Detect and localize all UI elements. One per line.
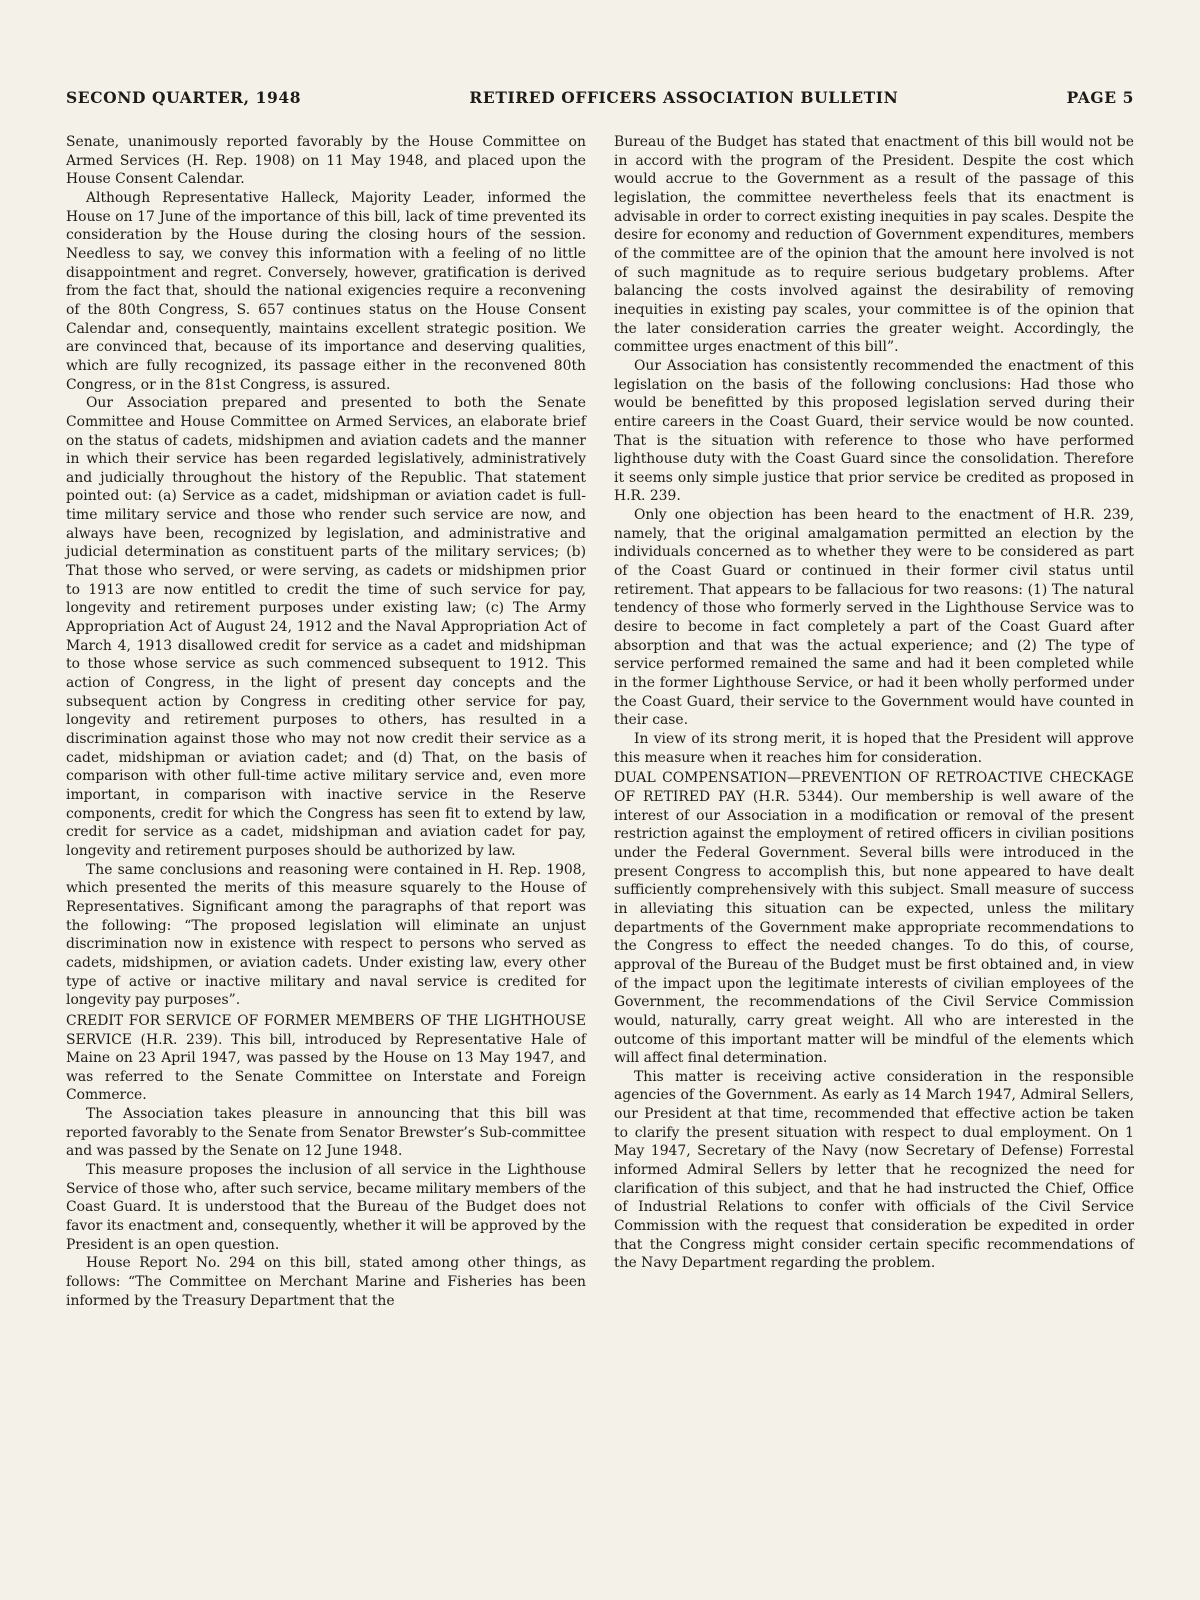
- paragraph: In view of its strong merit, it is hoped that the President will approve this measure when it reaches him for consideration.: [614, 731, 1134, 766]
- right-column: [614, 133, 1134, 1310]
- section-heading-paragraph: DUAL COMPENSATION—PREVENTION OF RETROACTIVE CHECKAGE OF RETIRED PAY (H.R. 5344). Our membership is well aware of the interest of our Association in a modification or removal of the present restriction against the employment of retired officers in civilian positions under the Federal Government. Several bills were introduced in the present Congress to accomplish this, but none appeared to have dealt sufficiently comprehensively with this subject. Small measure of success in alleviating this situation can be expected, unless the military departments of the Government make appropriate recommendations to the Congress to effect the needed changes. To do this, of course, approval of the Bureau of the Budget must be first obtained and, in view of the impact upon the legitimate interests of civilian employees of the Government, the recommendations of the Civil Service Commission would, naturally, carry great weight. All who are interested in the outcome of this important matter will be mindful of the elements which will affect final determination.: [614, 770, 1134, 1067]
- section-heading-paragraph: CREDIT FOR SERVICE OF FORMER MEMBERS OF THE LIGHTHOUSE SERVICE (H.R. 239). This bill, introduced by Representative Hale of Maine on 23 April 1947, was passed by the House on 13 May 1947, and was referred to the Senate Committee on Interstate and Foreign Commerce.: [66, 1012, 586, 1104]
- page-header: [66, 88, 1134, 114]
- left-column: [66, 133, 586, 1310]
- paragraph: The same conclusions and reasoning were contained in H. Rep. 1908, which presented the merits of this measure squarely to the House of Representatives. Significant among the paragraphs of that report was the following: “The proposed legislation will eliminate an unjust discrimination now in existence with respect to persons who served as cadets, midshipmen, or aviation cadets. Under existing law, every other type of active or inactive military and naval service is credited for longevity pay purposes”.: [66, 861, 586, 1009]
- article-columns: [66, 133, 1134, 1310]
- header-issue-date: SECOND QUARTER, 1948: [66, 88, 302, 107]
- paragraph: Senate, unanimously reported favorably by the House Committee on Armed Services (H. Rep. 1908) on 11 May 1948, and placed upon the House Consent Calendar.: [66, 134, 586, 188]
- paragraph: Only one objection has been heard to the enactment of H.R. 239, namely, that the original amalgamation permitted an election by the individuals concerned as to whether they were to be considered as part of the Coast Guard or continued in their former civil status until retirement. That appears to be fallacious for two reasons: (1) The natural tendency of those who formerly served in the Lighthouse Service was to desire to become in fact completely a part of the Coast Guard after absorption and that was the actual experience; and (2) The type of service performed remained the same and had it been completed while in the former Lighthouse Service, or had it been wholly performed under the Coast Guard, their service to the Government would have counted in their case.: [614, 507, 1134, 729]
- paragraph: Our Association has consistently recommended the enactment of this legislation on the basis of the following conclusions: Had those who would be benefitted by this proposed legislation served during their entire careers in the Coast Guard, their service would be now counted. That is the situation with reference to those who have performed lighthouse duty with the Coast Guard since the consolidation. Therefore it seems only simple justice that prior service be credited as proposed in H.R. 239.: [614, 357, 1134, 505]
- paragraph: Although Representative Halleck, Majority Leader, informed the House on 17 June of the importance of this bill, lack of time prevented its consideration by the House during the closing hours of the session. Needless to say, we convey this information with a feeling of no little disappointment and regret. Conversely, however, gratification is derived from the fact that, should the national exigencies require a reconvening of the 80th Congress, S. 657 continues status on the House Consent Calendar and, consequently, maintains excellent strategic position. We are convinced that, because of its importance and deserving qualities, which are fully recognized, its passage either in the reconvened 80th Congress, or in the 81st Congress, is assured.: [66, 189, 586, 393]
- header-publication-title: RETIRED OFFICERS ASSOCIATION BULLETIN: [469, 88, 899, 107]
- paragraph: Our Association prepared and presented to both the Senate Committee and House Committee on Armed Services, an elaborate brief on the status of cadets, midshipmen and aviation cadets and the manner in which their service has been regarded legislatively, administratively and judicially throughout the history of the Republic. That statement pointed out: (a) Service as a cadet, midshipman or aviation cadet is full-time military service and those who render such service are now, and always have been, recognized by legislation, and administrative and judicial determination as constituent parts of the military services; (b) That those who served, or were serving, as cadets or midshipmen prior to 1913 are now entitled to credit the time of such service for pay, longevity and retirement purposes under existing law; (c) The Army Appropriation Act of August 24, 1912 and the Naval Appropriation Act of March 4, 1913 disallowed credit for service as a cadet and midshipman to those whose service as such commenced subsequent to 1912. This action of Congress, in the light of present day concepts and the subsequent action by Congress in crediting other service for pay, longevity and retirement purposes to others, has resulted in a discrimination against those who may not now credit their service as a cadet, midshipman or aviation cadet; and (d) That, on the basis of comparison with other full-time active military service and, even more important, in comparison with inactive service in the Reserve components, credit for which the Congress has seen fit to extend by law, credit for service as a cadet, midshipman and aviation cadet for pay, longevity and retirement purposes should be authorized by law.: [66, 395, 586, 859]
- paragraph: This measure proposes the inclusion of all service in the Lighthouse Service of those who, after such service, became military members of the Coast Guard. It is understood that the Bureau of the Budget does not favor its enactment and, consequently, whether it will be approved by the President is an open question.: [66, 1162, 586, 1253]
- paragraph: Bureau of the Budget has stated that enactment of this bill would not be in accord with the program of the President. Despite the cost which would accrue to the Government as a result of the passage of this legislation, the committee nevertheless feels that its enactment is advisable in order to correct existing inequities in pay scales. Despite the desire for economy and reduction of Government expenditures, members of the committee are of the opinion that the amount here involved is not of such magnitude as to require serious budgetary problems. After balancing the costs involved against the desirability of removing inequities in existing pay scales, your committee is of the opinion that the later consideration carries the greater weight. Accordingly, the committee urges enactment of this bill”.: [614, 134, 1134, 356]
- paragraph: House Report No. 294 on this bill, stated among other things, as follows: “The Committee on Merchant Marine and Fisheries has been informed by the Treasury Department that the: [66, 1255, 586, 1309]
- header-page-number: PAGE 5: [1066, 88, 1134, 107]
- paragraph: This matter is receiving active consideration in the responsible agencies of the Government. As early as 14 March 1947, Admiral Sellers, our President at that time, recommended that effective action be taken to clarify the present situation with respect to dual employment. On 1 May 1947, Secretary of the Navy (now Secretary of Defense) Forrestal informed Admiral Sellers by letter that he recognized the need for clarification of this subject, and that he had instructed the Chief, Office of Industrial Relations to confer with officials of the Civil Service Commission with the request that consideration be expedited in order that the Congress might consider certain specific recommendations of the Navy Department regarding the problem.: [614, 1068, 1134, 1272]
- paragraph: The Association takes pleasure in announcing that this bill was reported favorably to the Senate from Senator Brewster’s Sub-committee and was passed by the Senate on 12 June 1948.: [66, 1106, 586, 1160]
